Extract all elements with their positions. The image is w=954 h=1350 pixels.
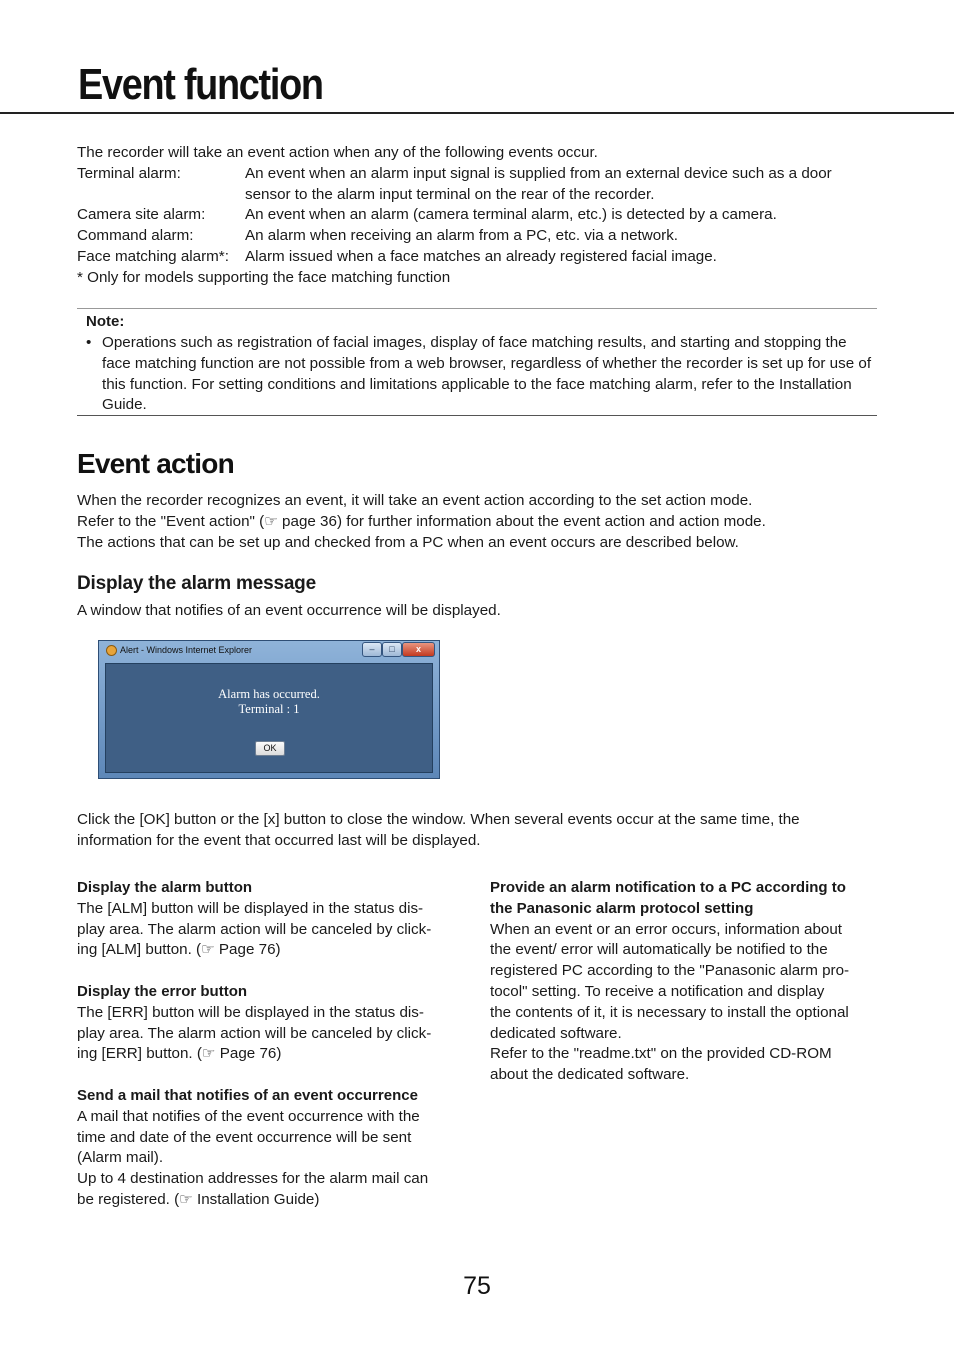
- note-heading: Note:: [86, 313, 125, 330]
- note-box: [77, 308, 877, 416]
- section-line: play area. The alarm action will be canceled by click-: [77, 920, 432, 938]
- section-heading: Provide an alarm notification to a PC according to: [490, 879, 846, 896]
- note-item: [86, 333, 876, 416]
- note-text: Operations such as registration of facial images, display of face matching results, and starting and stopping the face matching function are not possible from a web browser, regardless of whether the recorder is set up for use of this function. For setting conditions and limitations applicable to the face matching alarm, refer to the Installation Guide.: [102, 334, 872, 414]
- section-line: time and date of the event occurrence will be sent: [77, 1128, 412, 1146]
- event-action-line: When the recorder recognizes an event, it will take an event action according to the set action mode.: [77, 492, 753, 509]
- event-action-heading: Event action: [77, 448, 234, 479]
- intro-block: [77, 143, 877, 289]
- ok-button[interactable]: OK: [255, 741, 285, 756]
- section-line: the event/ error will automatically be notified to the: [490, 941, 828, 959]
- section-line: ing [ALM] button. (☞ Page 76): [77, 941, 281, 959]
- close-instructions: Click the [OK] button or the [x] button to close the window. When several events occur at the same time, the information for the event that occurred last will be displayed.: [77, 811, 800, 849]
- bullet-icon: •: [86, 334, 92, 351]
- section-line: tocol" setting. To receive a notification and display: [490, 982, 825, 1000]
- event-term: Command alarm:: [77, 227, 194, 245]
- page-number: 75: [463, 1272, 491, 1300]
- section-line: ing [ERR] button. (☞ Page 76): [77, 1045, 282, 1063]
- alert-title: Alert - Windows Internet Explorer: [120, 645, 253, 655]
- section-line: the contents of it, it is necessary to install the optional: [490, 1003, 849, 1021]
- section-line: A mail that notifies of the event occurrence with the: [77, 1107, 420, 1125]
- section-line: registered PC according to the "Panasonic alarm pro-: [490, 962, 850, 980]
- section-line: be registered. (☞ Installation Guide): [77, 1190, 320, 1208]
- section-line: Refer to the "readme.txt" on the provided CD-ROM: [490, 1045, 832, 1063]
- event-term: Terminal alarm:: [77, 164, 181, 182]
- event-row: [77, 226, 877, 247]
- event-row: [77, 164, 877, 206]
- section-line: The [ERR] button will be displayed in the status dis-: [77, 1003, 424, 1021]
- intro-footnote: * Only for models supporting the face matching function: [77, 268, 451, 286]
- alert-window-screenshot: [98, 640, 440, 779]
- section-line: play area. The alarm action will be canceled by click-: [77, 1024, 432, 1042]
- spacer: [77, 961, 462, 982]
- event-row: [77, 247, 877, 268]
- section-line: about the dedicated software.: [490, 1066, 690, 1084]
- section-line: The [ALM] button will be displayed in the status dis-: [77, 899, 424, 917]
- ie-icon: [106, 645, 117, 656]
- alert-message-line: Alarm has occurred.: [218, 687, 320, 701]
- close-button[interactable]: x: [402, 642, 435, 657]
- event-desc: An alarm when receiving an alarm from a PC, etc. via a network.: [245, 227, 679, 245]
- maximize-button[interactable]: □: [382, 642, 402, 657]
- alert-titlebar: [99, 641, 439, 661]
- section-heading: Send a mail that notifies of an event occurrence: [77, 1086, 418, 1104]
- alert-message-line: Terminal : 1: [238, 702, 300, 716]
- section-heading: the Panasonic alarm protocol setting: [490, 899, 754, 917]
- event-desc: Alarm issued when a face matches an already registered facial image.: [245, 247, 717, 265]
- event-action-line: The actions that can be set up and checked from a PC when an event occurs are described below.: [77, 533, 739, 551]
- event-term: Face matching alarm*:: [77, 247, 229, 265]
- left-column: [77, 878, 462, 1211]
- event-action-line: Refer to the "Event action" (☞ page 36) for further information about the event action and action mode.: [77, 512, 766, 530]
- event-action-intro: [77, 491, 897, 553]
- display-alarm-message-heading: Display the alarm message: [77, 573, 316, 594]
- section-line: (Alarm mail).: [77, 1149, 164, 1167]
- event-desc: An event when an alarm (camera terminal alarm, etc.) is detected by a camera.: [245, 206, 777, 224]
- right-column: [490, 878, 875, 1086]
- section-line: Up to 4 destination addresses for the alarm mail can: [77, 1170, 429, 1188]
- event-row: [77, 205, 877, 226]
- minimize-button[interactable]: –: [362, 642, 382, 657]
- section-line: dedicated software.: [490, 1024, 622, 1042]
- section-line: When an event or an error occurs, information about: [490, 920, 843, 938]
- title-rule: [0, 112, 954, 114]
- event-term: Camera site alarm:: [77, 206, 206, 224]
- section-heading: Display the alarm button: [77, 879, 253, 896]
- event-desc: An event when an alarm input signal is supplied from an external device such as a door sensor to the alarm input terminal on the rear of the recorder.: [245, 164, 832, 203]
- display-alarm-message-intro: A window that notifies of an event occurrence will be displayed.: [77, 602, 501, 619]
- alert-content: [105, 663, 433, 773]
- section-heading: Display the error button: [77, 982, 248, 1000]
- intro-lead: The recorder will take an event action when any of the following events occur.: [77, 144, 598, 161]
- spacer: [77, 1065, 462, 1086]
- page-title: Event function: [78, 60, 323, 109]
